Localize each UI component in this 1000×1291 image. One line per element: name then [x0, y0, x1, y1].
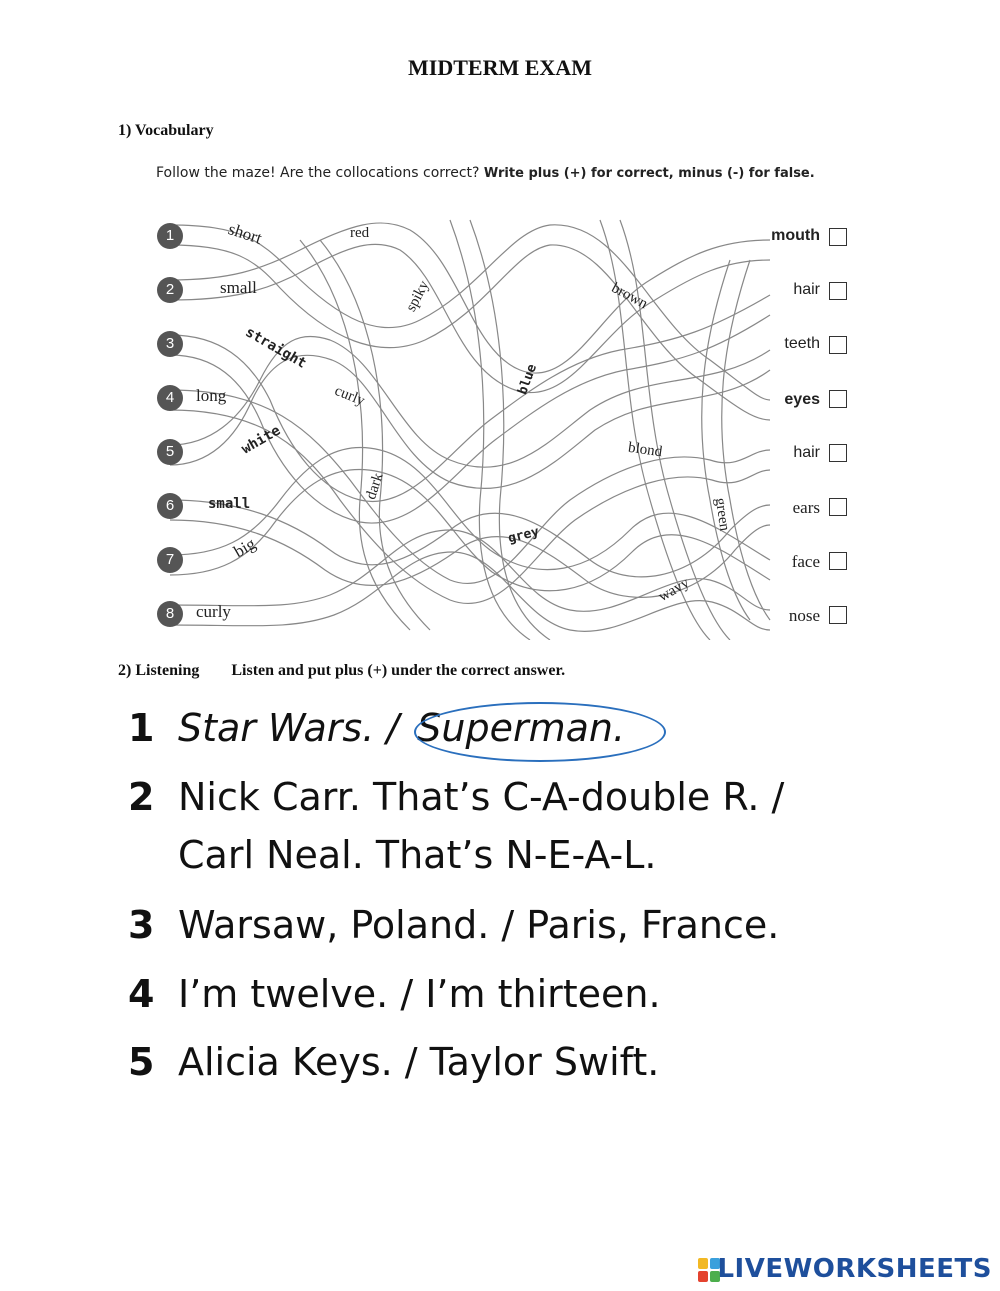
option-a[interactable]: Star Wars. / [178, 706, 400, 750]
answer-box-4[interactable] [829, 390, 847, 408]
maze-number-3: 3 [157, 331, 183, 357]
item-number: 3 [128, 903, 155, 947]
item-text[interactable]: Alicia Keys. / Taylor Swift. [178, 1040, 660, 1084]
right-word-1: mouth [771, 227, 820, 244]
listening-item-3 [128, 903, 779, 947]
option-line-1[interactable]: Nick Carr. That’s C-A-double R. / [178, 775, 785, 819]
left-word-6: small [208, 496, 251, 512]
right-word-7: face [791, 552, 820, 571]
maze-paths [150, 200, 860, 640]
footer-brand: LIVEWORKSHEETS [717, 1254, 992, 1284]
maze-number-8: 8 [157, 601, 183, 627]
collocation-maze [150, 200, 860, 640]
maze-number-1: 1 [157, 223, 183, 249]
answer-box-3[interactable] [829, 336, 847, 354]
option-line-2[interactable]: Carl Neal. That’s N-E-A-L. [178, 833, 657, 877]
maze-number-7: 7 [157, 547, 183, 573]
item-number: 1 [128, 706, 155, 750]
left-word-3: straight [242, 324, 309, 372]
left-word-8: curly [196, 602, 231, 621]
right-word-6: ears [792, 498, 820, 517]
section-listening-label [118, 662, 565, 680]
maze-word-curly: curly [332, 382, 367, 410]
listening-item-2 [128, 775, 784, 819]
maze-word-spiky: spiky [403, 278, 433, 315]
maze-word-blue: blue [515, 362, 541, 397]
listening-label: 2) Listening [118, 662, 200, 679]
listening-item-5 [128, 1040, 659, 1084]
left-word-2: small [220, 278, 257, 297]
answer-circle [414, 702, 666, 762]
listening-item-2-continued [178, 833, 656, 877]
maze-word-blond: blond [627, 439, 664, 461]
right-word-5: hair [793, 444, 820, 461]
item-text[interactable]: I’m twelve. / I’m thirteen. [178, 972, 661, 1016]
answer-box-6[interactable] [829, 498, 847, 516]
maze-word-red: red [350, 225, 370, 241]
maze-number-2: 2 [157, 277, 183, 303]
listening-item-4 [128, 972, 661, 1016]
answer-box-5[interactable] [829, 444, 847, 462]
page-title: MIDTERM EXAM [408, 55, 592, 80]
item-number: 2 [128, 775, 155, 819]
section-vocabulary-label: 1) Vocabulary [118, 122, 214, 139]
left-word-1: short [226, 219, 265, 248]
maze-word-wavy: wavy [655, 575, 693, 606]
maze-word-dark: dark [363, 471, 387, 502]
maze-number-5: 5 [157, 439, 183, 465]
answer-box-1[interactable] [829, 228, 847, 246]
answer-box-7[interactable] [829, 552, 847, 570]
answer-box-8[interactable] [829, 606, 847, 624]
right-word-2: hair [793, 281, 820, 298]
right-word-3: teeth [784, 335, 820, 352]
right-word-8: nose [788, 606, 820, 625]
maze-word-green: green [711, 496, 733, 533]
left-word-4: long [196, 386, 227, 405]
answer-box-2[interactable] [829, 282, 847, 300]
item-text[interactable]: Warsaw, Poland. / Paris, France. [178, 903, 780, 947]
option-b[interactable]: Superman. [417, 706, 626, 750]
item-number: 5 [128, 1040, 155, 1084]
maze-number-4: 4 [157, 385, 183, 411]
maze-number-6: 6 [157, 493, 183, 519]
left-word-5: white [238, 422, 284, 458]
item-number: 4 [128, 972, 155, 1016]
instruction-main: Follow the maze! Are the collocations correct? [156, 165, 480, 181]
maze-word-grey: grey [506, 524, 541, 547]
right-word-4: eyes [784, 391, 820, 408]
vocabulary-instruction [156, 165, 815, 181]
listening-instruction: Listen and put plus (+) under the correct answer. [231, 662, 566, 679]
instruction-bold: Write plus (+) for correct, minus (-) for false. [483, 166, 815, 181]
maze-word-brown: brown [608, 279, 651, 313]
left-word-7: big [230, 533, 259, 562]
